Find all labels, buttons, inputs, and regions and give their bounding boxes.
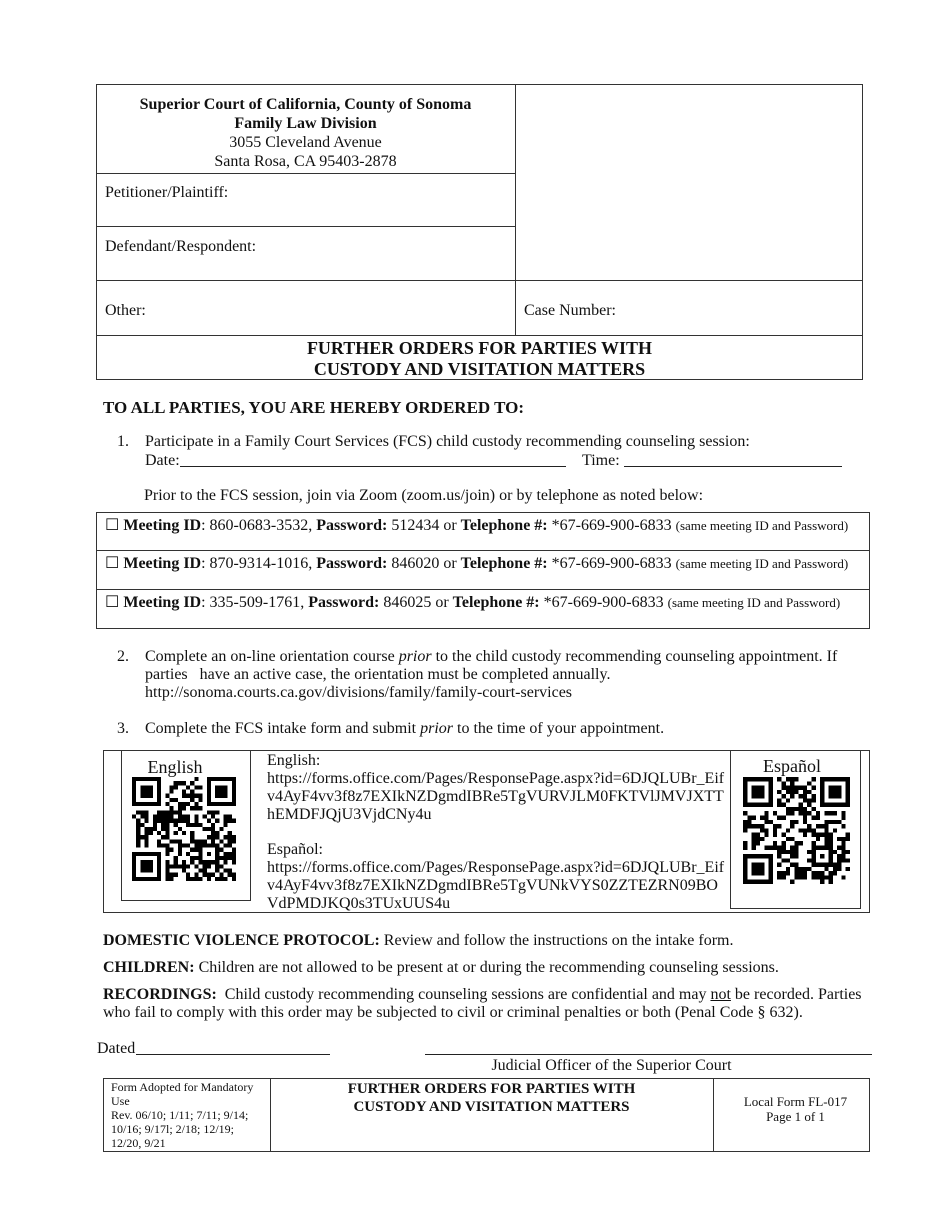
item-3-text: Complete the FCS intake form and submit prior to the time of your appointment.: [145, 720, 665, 737]
court-address-2: Santa Rosa, CA 95403-2878: [214, 153, 397, 170]
orientation-link[interactable]: http://sonoma.courts.ca.gov/divisions/family/family-court-services: [145, 684, 573, 701]
petitioner-label: Petitioner/Plaintiff:: [105, 184, 229, 201]
meeting-2-checkbox[interactable]: ☐: [105, 555, 120, 572]
children-protocol: CHILDREN: Children are not allowed to be present at or during the recommending counseling sessions.: [103, 959, 779, 976]
meeting-2-pw-label: Password:: [316, 555, 388, 572]
meeting-3-checkbox[interactable]: ☐: [105, 594, 120, 611]
footer-adopted-1: Form Adopted for Mandatory: [111, 1080, 254, 1094]
order-heading: TO ALL PARTIES, YOU ARE HEREBY ORDERED TO:: [103, 398, 525, 417]
footer-rev-1: Rev. 06/10; 1/11; 7/11; 9/14;: [111, 1108, 249, 1122]
item-1-time-label: Time:: [582, 452, 620, 469]
english-link-line-3[interactable]: hEMDFJQjU3VjdCNy4u: [267, 806, 432, 823]
signature-line[interactable]: [425, 1054, 872, 1055]
meeting-1-checkbox[interactable]: ☐: [105, 517, 120, 534]
recordings-protocol: RECORDINGS: Child custody recommending counseling sessions are confidential and may not be recorded. Parties: [103, 986, 862, 1003]
spanish-link-line-3[interactable]: VdPMDJKQ0s3TUxUUS4u: [267, 895, 451, 912]
court-division: Family Law Division: [234, 115, 377, 132]
caption-rule-4: [96, 335, 863, 336]
meeting-2-note: (same meeting ID and Password): [675, 556, 849, 571]
caption-rule-3: [96, 280, 863, 281]
meeting-3-tel: *67-669-900-6833: [539, 594, 668, 611]
english-link-line-2[interactable]: v4AyF4vv3f8z7EXIkNZDgmdIBRe5TgVURVJLM0FKTVlJMVJXTT: [267, 788, 724, 805]
meeting-3-id-label: Meeting ID: [123, 594, 202, 611]
spanish-link-label: Español:: [267, 841, 323, 858]
footer-title-2: CUSTODY AND VISITATION MATTERS: [353, 1099, 630, 1115]
meeting-1-note: (same meeting ID and Password): [675, 518, 849, 533]
spanish-qr-caption: Español: [763, 756, 821, 776]
respondent-label: Defendant/Respondent:: [105, 238, 257, 255]
meeting-row-3[interactable]: [105, 593, 840, 612]
english-qr-caption: English: [147, 757, 203, 777]
meetings-rule-2: [96, 589, 870, 590]
meeting-2-pw: 846020 or: [387, 555, 461, 572]
form-title-line-1: FURTHER ORDERS FOR PARTIES WITH: [306, 338, 653, 358]
meeting-2-id: : 870-9314-1016,: [201, 555, 317, 572]
meeting-3-id: : 335-509-1761,: [201, 594, 309, 611]
meeting-2-id-label: Meeting ID: [123, 555, 202, 572]
spanish-link-line-2[interactable]: v4AyF4vv3f8z7EXIkNZDgmdIBRe5TgVUNkVYS0ZZTEZRN09BO: [267, 877, 718, 894]
meeting-3-pw: 846025 or: [379, 594, 453, 611]
meeting-2-tel-label: Telephone #:: [460, 555, 548, 572]
dv-protocol: DOMESTIC VIOLENCE PROTOCOL: Review and follow the instructions on the intake form.: [103, 932, 734, 949]
footer-page-number: Page 1 of 1: [766, 1109, 825, 1124]
meeting-row-2[interactable]: [105, 554, 848, 573]
meeting-row-1[interactable]: [105, 516, 848, 535]
meeting-1-pw-label: Password:: [316, 517, 388, 534]
footer-form-number: Local Form FL-017: [743, 1094, 848, 1109]
case-number-label: Case Number:: [524, 302, 616, 319]
footer-rev-3: 12/20, 9/21: [111, 1136, 166, 1150]
footer-adopted-2: Use: [111, 1094, 130, 1108]
meeting-1-id-label: Meeting ID: [123, 517, 202, 534]
spanish-link-line-1[interactable]: https://forms.office.com/Pages/ResponsePage.aspx?id=6DJQLUBr_Eif: [267, 859, 725, 876]
english-qr-code[interactable]: [132, 777, 236, 881]
court-name: Superior Court of California, County of Sonoma: [139, 96, 472, 113]
meeting-1-tel-label: Telephone #:: [460, 517, 548, 534]
item-2-line-2: parties have an active case, the orientation must be completed annually.: [145, 666, 611, 683]
dated-field[interactable]: [136, 1054, 330, 1055]
item-2-number: 2.: [117, 648, 129, 665]
judicial-officer-label: Judicial Officer of the Superior Court: [491, 1057, 732, 1074]
footer-title-1: FURTHER ORDERS FOR PARTIES WITH: [347, 1081, 636, 1097]
english-link-label: English:: [267, 752, 321, 769]
english-link-line-1[interactable]: https://forms.office.com/Pages/ResponsePage.aspx?id=6DJQLUBr_Eif: [267, 770, 725, 787]
other-label: Other:: [105, 302, 146, 319]
form-title-line-2: CUSTODY AND VISITATION MATTERS: [313, 359, 646, 379]
item-1-number: 1.: [117, 433, 129, 450]
caption-divider: [515, 84, 516, 336]
spanish-qr-code[interactable]: [743, 777, 850, 884]
recordings-protocol-line-2: who fail to comply with this order may be subjected to civil or criminal penalties or both (Penal Code § 632).: [103, 1004, 803, 1021]
meeting-1-id: : 860-0683-3532,: [201, 517, 317, 534]
meetings-rule-1: [96, 550, 870, 551]
meeting-1-pw: 512434 or: [387, 517, 461, 534]
caption-rule-1: [96, 173, 515, 174]
meeting-1-tel: *67-669-900-6833: [547, 517, 676, 534]
footer-rev-2: 10/16; 9/17l; 2/18; 12/19;: [111, 1122, 235, 1136]
item-3-number: 3.: [117, 720, 129, 737]
meeting-3-note: (same meeting ID and Password): [667, 595, 841, 610]
date-field[interactable]: [180, 466, 566, 467]
meeting-3-tel-label: Telephone #:: [452, 594, 540, 611]
time-field[interactable]: [624, 466, 842, 467]
dated-label: Dated: [97, 1040, 136, 1057]
court-address-1: 3055 Cleveland Avenue: [229, 134, 382, 151]
zoom-note: Prior to the FCS session, join via Zoom (zoom.us/join) or by telephone as noted below:: [144, 487, 704, 504]
meeting-3-pw-label: Password:: [308, 594, 380, 611]
caption-rule-2: [96, 226, 515, 227]
meeting-2-tel: *67-669-900-6833: [547, 555, 676, 572]
item-1-date-label: Date:: [145, 452, 180, 469]
item-1-text: Participate in a Family Court Services (FCS) child custody recommending counseling session:: [145, 433, 750, 450]
item-2-line-1: Complete an on-line orientation course prior to the child custody recommending counseling appointment. If: [145, 648, 838, 665]
